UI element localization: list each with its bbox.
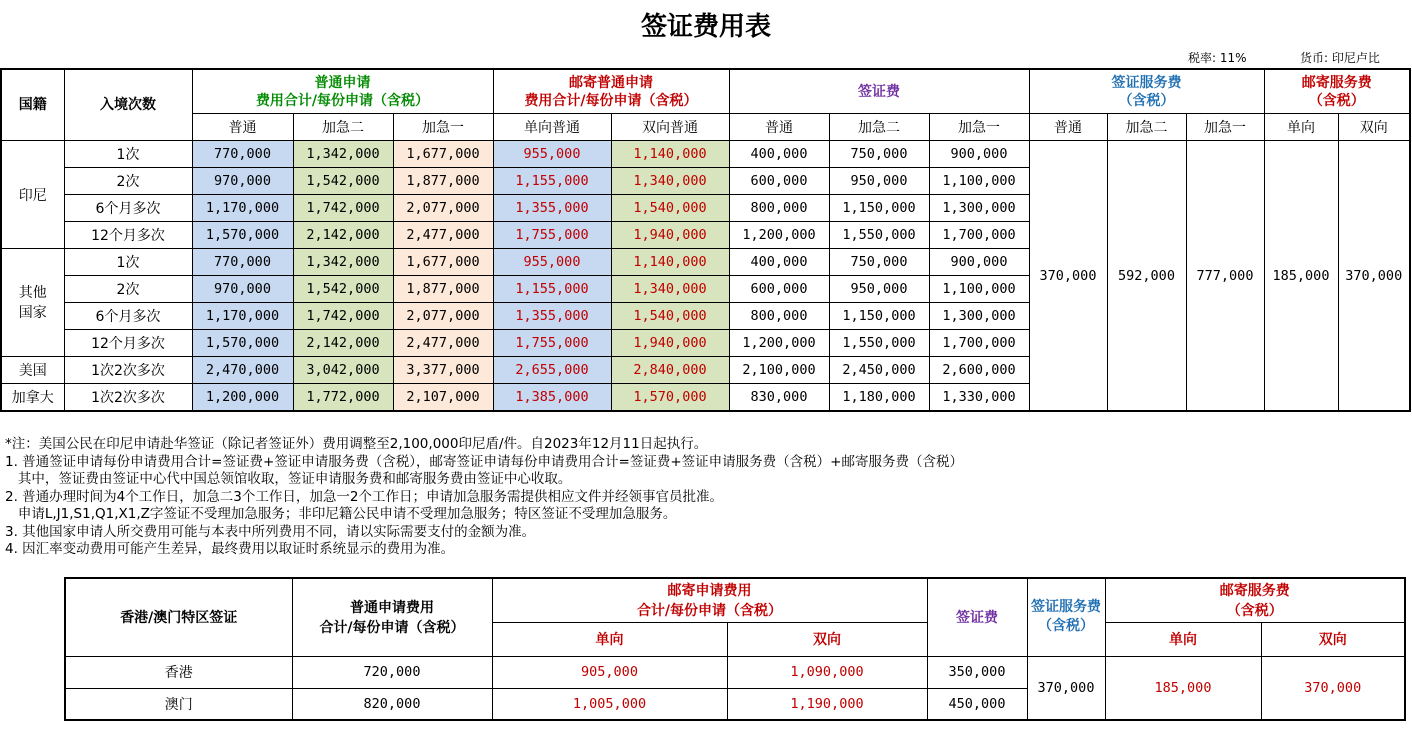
fee-cell: 1,570,000	[192, 222, 293, 249]
fee-cell: 2,107,000	[393, 384, 493, 412]
mail-fee-label: 邮寄服务费	[1301, 74, 1372, 91]
header-visa-fee: 签证费	[729, 69, 1029, 114]
sar-header-mail-fee	[1105, 578, 1405, 622]
fee-cell: 1,340,000	[611, 168, 729, 195]
fee-cell: 830,000	[729, 384, 829, 412]
fee-cell: 2,600,000	[929, 357, 1029, 384]
sar-row-one-way: 905,000	[492, 656, 727, 688]
fee-cell: 1,300,000	[929, 303, 1029, 330]
fee-cell: 1,540,000	[611, 195, 729, 222]
nationality-cell: 其他国家	[1, 249, 64, 357]
fee-cell: 800,000	[729, 303, 829, 330]
fee-cell: 400,000	[729, 141, 829, 168]
sar-header-label: 香港/澳门特区签证	[65, 578, 292, 656]
subheader-cell: 普通	[729, 114, 829, 141]
fee-cell: 400,000	[729, 249, 829, 276]
subheader-cell: 加急二	[829, 114, 929, 141]
service-fee-sub: （含税）	[1118, 92, 1175, 109]
fee-cell: 1,355,000	[493, 195, 611, 222]
sar-row-visa-fee: 350,000	[927, 656, 1027, 688]
fee-cell: 1,742,000	[293, 195, 393, 222]
sar-mailfee-one-way: 单向	[1105, 622, 1261, 656]
fee-cell: 2,077,000	[393, 303, 493, 330]
entries-cell: 6个月多次	[64, 195, 192, 222]
entries-cell: 1次	[64, 249, 192, 276]
fee-cell: 1,877,000	[393, 276, 493, 303]
header-service-fee	[1029, 69, 1264, 114]
sar-mail-fee-one-way: 185,000	[1105, 656, 1261, 720]
fee-cell: 1,170,000	[192, 303, 293, 330]
mail-fee-cell: 370,000	[1338, 141, 1410, 412]
fee-cell: 1,742,000	[293, 303, 393, 330]
fee-cell: 600,000	[729, 276, 829, 303]
fee-cell: 2,142,000	[293, 222, 393, 249]
fee-cell: 1,940,000	[611, 330, 729, 357]
note-line: 3. 其他国家申请人所交费用可能与本表中所列费用不同，请以实际需要支付的金额为准。	[5, 523, 536, 540]
fee-cell: 750,000	[829, 141, 929, 168]
header-regular-app	[192, 69, 493, 114]
fee-cell: 1,330,000	[929, 384, 1029, 412]
nationality-cell: 加拿大	[1, 384, 64, 412]
fee-cell: 1,877,000	[393, 168, 493, 195]
fee-cell: 955,000	[493, 249, 611, 276]
fee-cell: 1,200,000	[192, 384, 293, 412]
fee-cell: 2,655,000	[493, 357, 611, 384]
fee-cell: 1,180,000	[829, 384, 929, 412]
fee-cell: 1,700,000	[929, 330, 1029, 357]
sar-row-two-way: 1,090,000	[727, 656, 927, 688]
note-line: 1. 普通签证申请每份申请费用合计=签证费+签证申请服务费（含税），邮寄签证申请每份申请费用合计=签证费+签证申请服务费（含税）+邮寄服务费（含税）	[5, 453, 963, 470]
entries-cell: 12个月多次	[64, 330, 192, 357]
entries-cell: 1次	[64, 141, 192, 168]
header-entries: 入境次数	[64, 69, 192, 141]
sar-regular-sub: 合计/每份申请（含税）	[319, 620, 465, 637]
nationality-cell: 印尼	[1, 141, 64, 249]
fee-cell: 1,200,000	[729, 222, 829, 249]
sar-row-regular: 720,000	[292, 656, 492, 688]
mail-app-label: 邮寄普通申请	[569, 74, 653, 91]
tax-rate: 税率: 11%	[1188, 51, 1247, 65]
subheader-cell: 单向	[1264, 114, 1338, 141]
service-fee-cell: 592,000	[1107, 141, 1186, 412]
sar-header-visa-fee: 签证费	[927, 578, 1027, 656]
fee-cell: 950,000	[829, 168, 929, 195]
fee-cell: 750,000	[829, 249, 929, 276]
fee-cell: 1,150,000	[829, 303, 929, 330]
fee-cell: 770,000	[192, 249, 293, 276]
fee-cell: 1,677,000	[393, 141, 493, 168]
fee-cell: 1,550,000	[829, 330, 929, 357]
entries-cell: 2次	[64, 276, 192, 303]
table-row	[1, 141, 1410, 168]
fee-cell: 900,000	[929, 249, 1029, 276]
page-title: 签证费用表	[640, 12, 771, 42]
fee-cell: 1,170,000	[192, 195, 293, 222]
fee-cell: 1,755,000	[493, 222, 611, 249]
fee-cell: 2,077,000	[393, 195, 493, 222]
subheader-cell: 加急二	[1107, 114, 1186, 141]
subheader-cell: 普通	[192, 114, 293, 141]
fee-cell: 1,542,000	[293, 276, 393, 303]
fee-cell: 1,540,000	[611, 303, 729, 330]
service-fee-cell: 370,000	[1029, 141, 1107, 412]
sar-header-service-fee	[1027, 578, 1105, 656]
fee-cell: 1,340,000	[611, 276, 729, 303]
service-fee-cell: 777,000	[1186, 141, 1264, 412]
entries-cell: 1次2次多次	[64, 357, 192, 384]
entries-cell: 6个月多次	[64, 303, 192, 330]
mail-fee-sub: （含税）	[1308, 92, 1365, 109]
fee-cell: 1,100,000	[929, 168, 1029, 195]
fee-cell: 1,772,000	[293, 384, 393, 412]
note-line: 其中，签证费由签证中心代中国总领馆收取，签证申请服务费和邮寄服务费由签证中心收取。	[5, 471, 572, 487]
sar-row-one-way: 1,005,000	[492, 688, 727, 720]
fee-cell: 1,940,000	[611, 222, 729, 249]
fee-cell: 1,385,000	[493, 384, 611, 412]
entries-cell: 2次	[64, 168, 192, 195]
sar-header-regular	[292, 578, 492, 656]
fee-cell: 600,000	[729, 168, 829, 195]
fee-cell: 3,377,000	[393, 357, 493, 384]
nationality-cell: 美国	[1, 357, 64, 384]
fee-cell: 1,140,000	[611, 141, 729, 168]
subheader-cell: 加急一	[1186, 114, 1264, 141]
note-line: 2. 普通办理时间为4个工作日，加急二3个工作日，加急一2个工作日；申请加急服务需提供相应文件并经领事官员批准。	[5, 488, 723, 505]
sar-service-fee-label: 签证服务费	[1031, 599, 1101, 616]
subheader-cell: 加急一	[929, 114, 1029, 141]
fee-cell: 1,150,000	[829, 195, 929, 222]
fee-cell: 1,100,000	[929, 276, 1029, 303]
sar-mail-fee-sub: （含税）	[1226, 603, 1283, 620]
subheader-cell: 加急一	[393, 114, 493, 141]
sar-row-regular: 820,000	[292, 688, 492, 720]
mail-fee-cell: 185,000	[1264, 141, 1338, 412]
subheader-cell: 双向普通	[611, 114, 729, 141]
currency: 货币: 印尼卢比	[1300, 51, 1380, 65]
sar-mail-label: 邮寄申请费用	[667, 583, 752, 600]
fee-cell: 3,042,000	[293, 357, 393, 384]
fee-cell: 2,470,000	[192, 357, 293, 384]
fee-cell: 950,000	[829, 276, 929, 303]
sar-mail-fee-label: 邮寄服务费	[1219, 583, 1290, 600]
sar-row-name: 澳门	[65, 688, 292, 720]
fee-cell: 770,000	[192, 141, 293, 168]
header-nationality: 国籍	[1, 69, 64, 141]
service-fee-label: 签证服务费	[1111, 74, 1182, 91]
fee-cell: 1,355,000	[493, 303, 611, 330]
entries-cell: 1次2次多次	[64, 384, 192, 412]
sar-mail-one-way: 单向	[492, 622, 727, 656]
fee-cell: 1,700,000	[929, 222, 1029, 249]
header-mail-app	[493, 69, 729, 114]
fee-cell: 2,477,000	[393, 222, 493, 249]
sar-service-fee: 370,000	[1027, 656, 1105, 720]
fee-cell: 2,477,000	[393, 330, 493, 357]
fee-cell: 2,100,000	[729, 357, 829, 384]
sar-visa-table	[64, 577, 1406, 721]
note-line: *注：美国公民在印尼申请赴华签证（除记者签证外）费用调整至2,100,000印尼盾/件。自2023年12月11日起执行。	[5, 436, 708, 452]
sar-row-name: 香港	[65, 656, 292, 688]
subheader-cell: 普通	[1029, 114, 1107, 141]
fee-cell: 1,140,000	[611, 249, 729, 276]
sar-service-fee-sub: （含税）	[1038, 618, 1094, 635]
note-line: 4. 因汇率变动费用可能产生差异，最终费用以取证时系统显示的费用为准。	[5, 541, 455, 557]
sar-row-two-way: 1,190,000	[727, 688, 927, 720]
fee-cell: 1,342,000	[293, 249, 393, 276]
sar-header-mail	[492, 578, 927, 622]
regular-app-label: 普通申请	[314, 74, 371, 91]
regular-app-sub: 费用合计/每份申请（含税）	[255, 92, 430, 109]
fee-cell: 1,155,000	[493, 276, 611, 303]
fee-cell: 1,155,000	[493, 168, 611, 195]
sar-mail-fee-two-way: 370,000	[1261, 656, 1405, 720]
fee-cell: 800,000	[729, 195, 829, 222]
fee-cell: 1,570,000	[611, 384, 729, 412]
sar-mail-sub: 合计/每份申请（含税）	[636, 603, 783, 620]
fee-cell: 1,342,000	[293, 141, 393, 168]
fee-cell: 955,000	[493, 141, 611, 168]
subheader-cell: 双向	[1338, 114, 1410, 141]
fee-cell: 970,000	[192, 276, 293, 303]
fee-cell: 1,755,000	[493, 330, 611, 357]
mail-app-sub: 费用合计/每份申请（含税）	[524, 92, 698, 109]
subheader-cell: 加急二	[293, 114, 393, 141]
entries-cell: 12个月多次	[64, 222, 192, 249]
notes	[5, 436, 963, 559]
subheader-cell: 单向普通	[493, 114, 611, 141]
fee-cell: 1,200,000	[729, 330, 829, 357]
sar-mailfee-two-way: 双向	[1261, 622, 1405, 656]
fee-cell: 1,570,000	[192, 330, 293, 357]
fee-cell: 970,000	[192, 168, 293, 195]
fee-cell: 1,550,000	[829, 222, 929, 249]
sar-regular-label: 普通申请费用	[350, 600, 434, 617]
fee-cell: 2,142,000	[293, 330, 393, 357]
fee-cell: 1,300,000	[929, 195, 1029, 222]
fee-cell: 1,677,000	[393, 249, 493, 276]
sar-mail-two-way: 双向	[727, 622, 927, 656]
sar-row-visa-fee: 450,000	[927, 688, 1027, 720]
fee-cell: 2,450,000	[829, 357, 929, 384]
note-line: 申请L,J1,S1,Q1,X1,Z字签证不受理加急服务；非印尼籍公民申请不受理加急服务；特区签证不受理加急服务。	[5, 506, 677, 522]
fee-cell: 900,000	[929, 141, 1029, 168]
visa-fee-table	[0, 68, 1411, 412]
fee-cell: 2,840,000	[611, 357, 729, 384]
header-mail-fee	[1264, 69, 1410, 114]
fee-cell: 1,542,000	[293, 168, 393, 195]
